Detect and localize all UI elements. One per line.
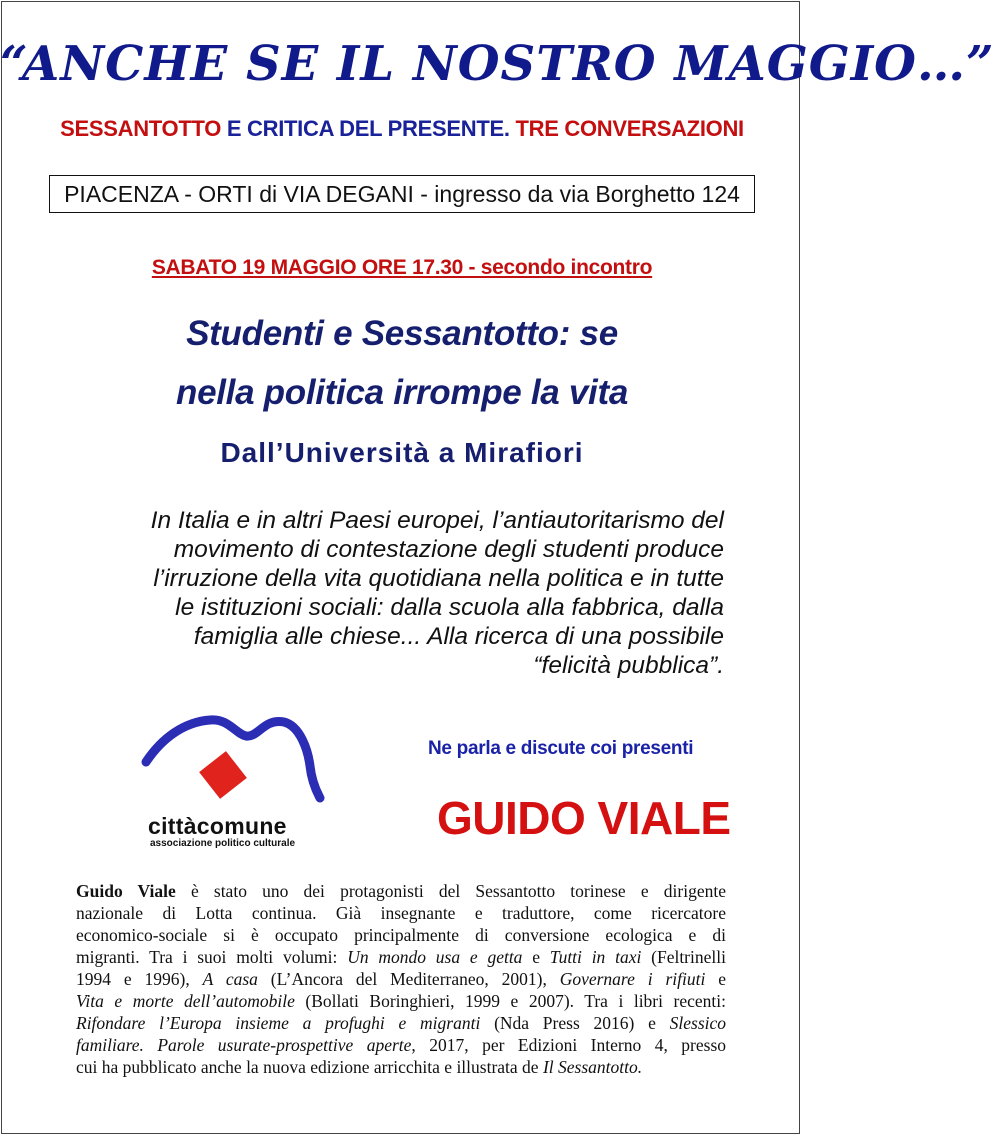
bio-name: Guido Viale [76,881,176,901]
cittacomune-logo [124,700,326,858]
logo-tagline: associazione politico culturale [150,838,296,849]
bio-line: nazionale di Lotta continua. Già insegnante e traduttore, come ricercatore [76,903,726,923]
venue-box: PIACENZA - ORTI di VIA DEGANI - ingresso da via Borghetto 124 [49,175,755,213]
speaker-bio [76,880,726,1078]
bio-text: 1994 e 1996), [76,969,203,989]
bio-book-title: familiare. Parole usurate-prospettive aperte [76,1035,412,1055]
bio-book-title: Rifondare l’Europa insieme a profughi e migranti [76,1013,481,1033]
bio-text: , 2017, per Edizioni Interno 4, presso [411,1035,726,1055]
logo-name: cittàcomune [148,813,287,839]
bio-text: è stato uno dei protagonisti del Sessantotto torinese e dirigente [175,881,726,901]
logo-graphic [124,700,326,815]
logo-square [199,751,247,799]
talk-subtitle: Dall’Università a Mirafiori [220,437,584,468]
bio-text: e [705,969,726,989]
abstract [60,506,724,680]
bio-text: e [522,947,550,967]
bio-book-title: Un mondo usa e getta [347,947,523,967]
subtitle-critica: E CRITICA DEL PRESENTE. [221,116,516,141]
bio-book-title: Slessico [669,1013,727,1033]
bio-text: migranti. Tra i suoi molti volumi: [76,947,348,967]
poster-title: “ANCHE SE IL NOSTRO MAGGIO…” [0,36,995,92]
talk-title-line2: nella politica irrompe la vita [176,373,628,412]
poster-subtitle [0,116,804,142]
bio-line [76,946,726,968]
bio-text: cui ha pubblicato anche la nuova edizione arricchita e illustrata de [76,1057,543,1077]
bio-line [76,968,726,990]
abstract-line: le istituzioni sociali: dalla scuola alla fabbrica, dalla [175,594,724,621]
speaker-name: GUIDO VIALE [437,792,731,844]
bio-line: economico-sociale si è occupato principalmente di conversione ecologica e di [76,925,726,945]
abstract-line: “felicità pubblica”. [533,652,724,679]
speaker-intro: Ne parla e discute coi presenti [428,738,694,759]
bio-book-title: Vita e morte dell’automobile [76,991,295,1011]
abstract-line: l’irruzione della vita quotidiana nella politica e in tutte [153,565,724,592]
abstract-line: famiglia alle chiese... Alla ricerca di una possibile [193,623,724,650]
subtitle-conversazioni: TRE CONVERSAZIONI [515,116,744,141]
abstract-line: movimento di contestazione degli studenti produce [173,536,724,563]
bio-line [76,880,726,902]
bio-book-title: Il Sessantotto. [542,1057,643,1077]
bio-book-title: Governare i rifiuti [559,969,706,989]
talk-title-line1: Studenti e Sessantotto: se [186,314,618,353]
bio-text: (L’Ancora del Mediterraneo, 2001), [257,969,560,989]
bio-text: (Bollati Boringhieri, 1999 e 2007). Tra i libri recenti: [294,991,726,1011]
bio-line [76,1056,726,1078]
bio-book-title: Tutti in taxi [549,947,642,967]
bio-line [76,1034,726,1056]
subtitle-sessantotto: SESSANTOTTO [60,116,222,141]
bio-text: (Feltrinelli [641,947,726,967]
abstract-line: In Italia e in altri Paesi europei, l’antiautoritarismo del [150,507,724,534]
bio-line [76,1012,726,1034]
event-date: SABATO 19 MAGGIO ORE 17.30 - secondo incontro [151,256,653,279]
bio-text: (Nda Press 2016) e [480,1013,670,1033]
bio-book-title: A casa [202,969,258,989]
bio-line [76,990,726,1012]
